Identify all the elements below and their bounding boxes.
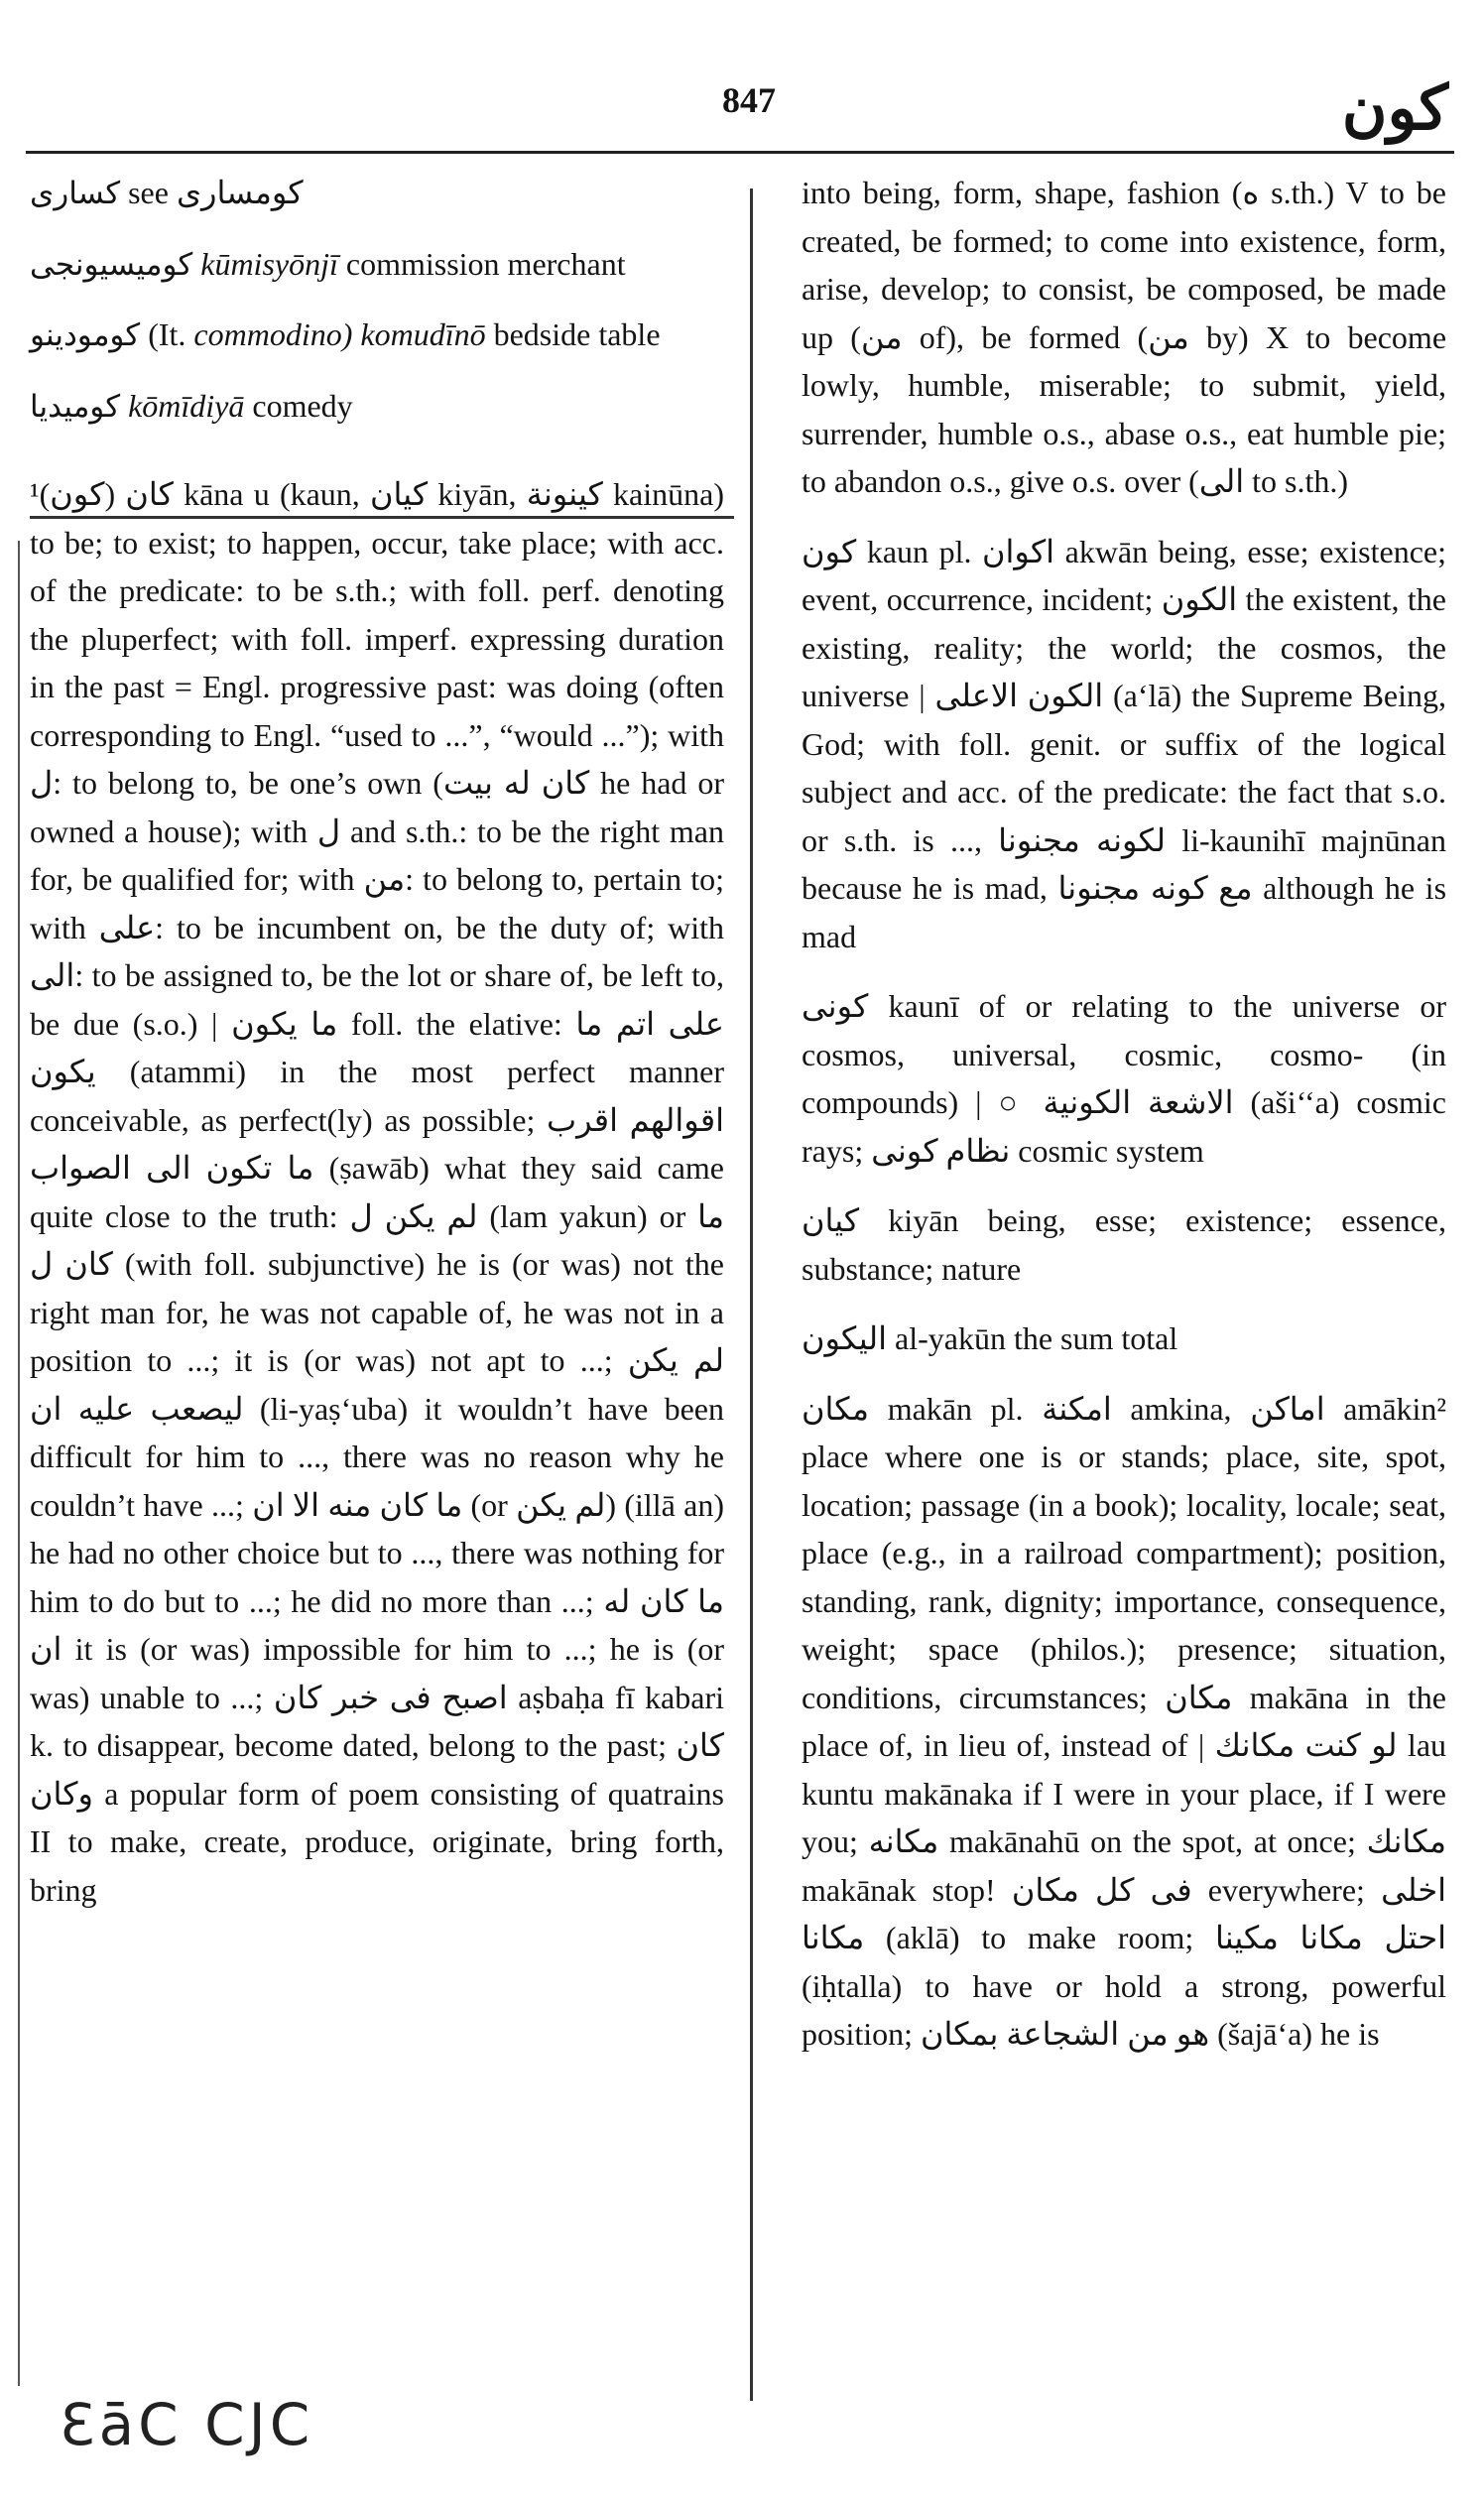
left-column bbox=[30, 169, 724, 1936]
column-divider bbox=[750, 188, 753, 2401]
header-rule bbox=[26, 151, 1454, 154]
handwritten-note: ƐāC CJC bbox=[60, 2391, 314, 2458]
entry-continuation: into being, form, shape, fashion (ه s.th.) V to be created, be formed; to come into existence, form, arise, develop; to consist, be composed, be made up (من of), be formed (من by) X to become lowly, humble, miserable; to submit, yield, surrender, humble o.s., abase o.s., eat humble pie; to abandon o.s., give o.s. over (الى to s.th.) bbox=[802, 175, 1447, 499]
arabic-headword: كومودينو bbox=[30, 317, 141, 353]
arabic-headword: كسارى bbox=[30, 176, 121, 211]
transliteration: kūmisyōnjī bbox=[200, 245, 338, 282]
dictionary-entry bbox=[30, 240, 724, 290]
page-number: 847 bbox=[722, 80, 776, 120]
dictionary-entry bbox=[30, 311, 724, 360]
dictionary-entry: كونى kaunī of or relating to the universe or cosmos, universal, cosmic, cosmo- (in compounds) | ○ الاشعة الكونية (aši‘‘a) cosmic rays; نظام كونى cosmic system bbox=[802, 988, 1447, 1169]
dictionary-entry: مكان makān pl. امكنة amkina, اماكن amākin² place where one is or stands; place, site, spot, location; passage (in a book); locality, locale; seat, place (e.g., in a railroad compartment); position, standing, rank, dignity; importance, consequence, weight; space (philos.); presence; situation, conditions, circumstances; مكان makāna in the place of, in lieu of, instead of | لو كنت مكانك lau kuntu makānaka if I were in your place, if I were you; مكانه makānahū on the spot, at once; مكانك makānak stop! فى كل مكان everywhere; اخلى مكانا (aklā) to make room; احتل مكانا مكينا (iḥtalla) to have or hold a strong, powerful position; هو من الشجاعة بمكان (šajā‘a) he is bbox=[802, 1390, 1447, 2052]
etymology-prefix: (It. bbox=[148, 316, 186, 352]
header-headword: كون bbox=[1341, 75, 1448, 143]
dictionary-entry: كون kaun pl. اكوان akwān being, esse; existence; event, occurrence, incident; الكون the existent, the existing, reality; the world; the cosmos, the universe | الكون الاعلى (a‘lā) the Supreme Being, God; with foll. genit. or suffix of the logical subject and acc. of the predicate: the fact that s.o. or s.th. is ..., لكونه مجنونا li-kaunihī majnūnan because he is mad, مع كونه مجنونا although he is mad bbox=[802, 533, 1447, 954]
dictionary-entry: كيان kiyān being, esse; existence; essence, substance; nature bbox=[802, 1202, 1446, 1287]
dictionary-entry bbox=[30, 382, 724, 432]
definition: comedy bbox=[252, 387, 353, 424]
dictionary-entry bbox=[30, 169, 724, 218]
arabic-headword: كوميسيونجى bbox=[30, 246, 193, 283]
definition: commission merchant bbox=[345, 245, 626, 282]
transliteration: komudīnō bbox=[360, 316, 486, 352]
transliteration: kōmīdiyā bbox=[128, 387, 245, 424]
root-entry: ¹(كون) كان kāna u (kaun, كيان kiyān, كينونة kainūna) to be; to exist; to happen, occur, take place; with acc. of the predicate: to be s.th.; with foll. perf. denoting the pluperfect; with foll. imperf. expressing duration in the past = Engl. progressive past: was doing (often corresponding to Engl. “used to ...”, “would ...”); with ل: to belong to, be one’s own (كان له بيت he had or owned a house); with ل and s.th.: to be the right man for, be qualified for; with من: to belong to, pertain to; with على: to be incumbent on, be the duty of; with الى: to be assigned to, be the lot or share of, be left to, be due (s.o.) | ما يكون foll. the elative: على اتم ما يكون (atammi) in the most perfect manner conceivable, as perfect(ly) as possible; اقوالهم اقرب ما تكون الى الصواب (ṣawāb) what they said came quite close to the truth: لم يكن ل (lam yakun) or ما كان ل (with foll. subjunctive) he is (or was) not the right man for, he was not capable of, he was not in a position to ...; it is (or was) not apt to ...; لم يكن ليصعب عليه ان (li-yaṣ‘uba) it wouldn’t have been difficult for him to ..., there was no reason why he couldn’t have ...; ما كان منه الا ان (or لم يكن) (illā an) he had no other choice but to ..., there was nothing for him to do but to ...; he did no more than ...; ما كان له ان it is (or was) impossible for him to ...; he is (or was) unable to ...; اصبح فى خبر كان aṣbaḥa fī kabari k. to disappear, become dated, belong to the past; كان وكان a popular form of poem consisting of quatrains II to make, create, produce, originate, bring forth, bring bbox=[30, 476, 725, 1908]
dictionary-entry: اليكون al-yakūn the sum total bbox=[802, 1320, 1178, 1356]
root-entry-marker-bar bbox=[18, 541, 20, 2386]
etymology-word: commodino) bbox=[193, 316, 353, 352]
arabic-headword: كوميديا bbox=[30, 388, 121, 425]
right-column bbox=[802, 169, 1446, 2080]
definition: bedside table bbox=[493, 316, 661, 352]
definition: see كومسارى bbox=[128, 175, 304, 210]
